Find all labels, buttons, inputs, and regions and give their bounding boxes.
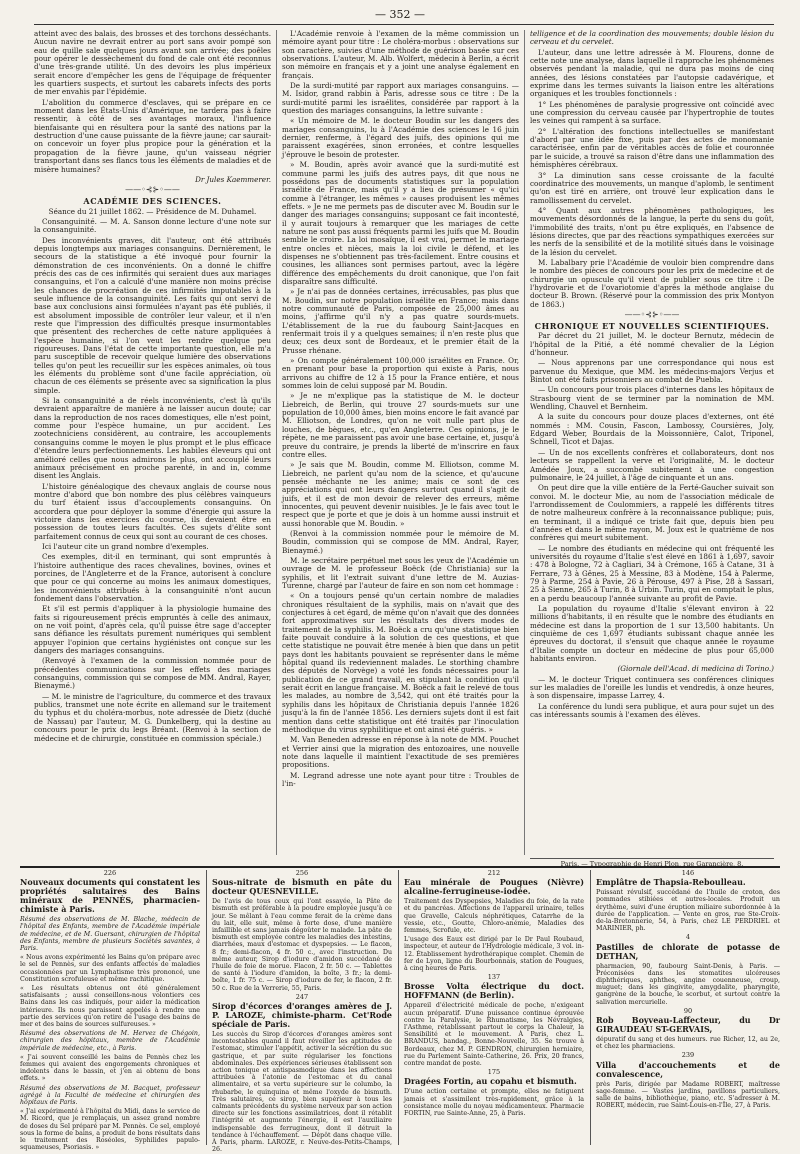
ad-text: Puissant révulsif, succédané de l'huile de croton, des pommades stibiées et autres-locales. Produit un érythème, suivi d'une éruption miliaire subordonnée à la durée de l'application. — Vente en gros, rue Ste-Croix-de-la-Bretonnerie, 54, à Paris, chez LE PERDRIEL et MARINIER, ph. (596, 889, 780, 933)
ad-text: Les succès du Sirop d'écorces d'oranges amères sont incontestables quand il faut réveiller les aptitudes de l'estomac, stimuler l'appétit, activer la sécrétion du suc gastrique, et par suite régulariser les fonctions abdominales. Des expériences sérieuses établissent son action tonique et antispasmodique dans les affections attribuées à l'atonie de l'estomac et du canal alimentaire, et sa vertu supérieure sur le columbo, la rhubarbe, le quinquina et même l'oxyde de bismuth. Très salutaires, ce sirop, bien supérieur à tous les calmants précédents du système nerveux par son action directe sur les fonctions assimilatrices, dont il rétablit l'intégrité et augmente l'énergie, il est l'auxiliaire indispensable des ferrugineux, dont il détruit la tendance à l'échauffement. — Dépôt dans chaque ville. À Paris, pharm. LAROZE, r. Neuve-des-Petits-Champs, 26. (212, 1031, 392, 1154)
ad-text: dépuratif du sang et des humeurs. rue Richer, 12, au 2e, et chez les pharmaciens. (596, 1036, 780, 1051)
ad-title: Eau minérale de Pougues (Nièvre) alcaline-ferrugineuse-iodée. (404, 877, 584, 897)
advertisements (20, 869, 780, 1154)
ornament-divider: ——◦⊰⊱◦—— (624, 310, 680, 319)
session-line: Séance du 21 juillet 1862. — Présidence de M. Duhamel. (48, 206, 257, 216)
paragraph: » Je n'ai pas de données certaines, irrécusables, pas plus que M. Boudin, sur notre population israélite en France; mais dans notre communauté de Paris, composée de 25,000 âmes au moins, j'affirme qu'il n'y a pas quatre sourds-muets. L'établissement de la rue du faubourg Saint-Jacques en renfermait trois il y a quelques semaines; il n'en reste plus que deux; ces deux sont de Bordeaux, et le premier était de la Prusse rhénane. (282, 287, 519, 355)
paragraph: — M. le docteur Triquet continuera ses conférences cliniques sur les maladies de l'oreille les lundis et vendredis, à onze heures, à son dispensaire, impasse Larrey, 4. (530, 674, 774, 701)
paragraph: L'histoire généalogique des chevaux anglais de course nous montre d'abord que bon nombre des plus célèbres vainqueurs du turf étaient issus d'accouplements consanguins. On accordera que pour déployer la somme d'énergie qui assure la victoire dans les exercices du course, ils devaient être en possession de toutes leurs facultés. Ces sujets d'élite sont parfaitement connus de ceux qui sont au courant de ces choses. (34, 481, 271, 541)
paragraph: Consanguinité. — M. A. Sanson donne lecture d'une note sur la consanguinité. (34, 216, 271, 235)
paragraph: 4° Quant aux autres phénomènes pathologiques, les mouvements désordonnés de la langue, la perte du sens du goût, l'immobilité des traits, n'ont pu être expliqués, en l'absence de lésions directes, que par des réactions sympathiques exercées sur les nerfs de la sensibilité et de la motilité situés dans le voisinage de la lésion du cervelet. (530, 205, 774, 257)
ad-number: 239 (681, 1051, 695, 1060)
ad-title: Pastilles de chlorate de potasse de DETHAN, (596, 941, 780, 961)
header-rule (34, 24, 774, 25)
paragraph: atteint avec des balais, des brosses et des torchons desséchants. Aucun navire ne devrait entrer au port sans avoir pompé son eau de quille sale quelques jours avant son arrivée; des poêles pour opérer le dessèchement du fond de cale ont été reconnus d'une très-grande utilité. Un des devoirs les plus impérieux serait encore d'empêcher les gens de l'équipage de fréquenter les quartiers suspects, et surtout les cabarets infects des ports de mer envahis par l'épidémie. (34, 29, 271, 97)
column-divider (590, 870, 591, 1145)
section-heading: ACADÉMIE DES SCIENCES. (83, 196, 222, 207)
column-divider (206, 870, 207, 1145)
paragraph: On peut dire que la ville entière de la Ferté-Gaucher suivait son convoi. M. le docteur Mie, au nom de l'association médicale de l'arrondissement de Coulommiers, a rappelé les différents titres de notre malheureux confrère à la reconnaissance publique; puis, en terminant, il a indiqué ce triste fait que, depuis bien peu d'années et dans le même rayon, M. Joux est le quatrième de nos confrères qui meurt subitement. (530, 483, 774, 543)
paragraph: — Le nombre des étudiants en médecine qui ont fréquenté les universités du royaume d'Italie s'est élevé en 1861 à 1,697, savoir : 478 à Bologne, 72 à Cagliari, 34 à Crémone, 165 à Catane, 31 à Ferrare, 73 à Gênes, 25 à Messine, 83 à Modène, 154 à Palerme, 79 à Parme, 254 à Pavie, 26 à Pérouse, 497 à Pise, 28 à Sassari, 25 à Sienne, 265 à Turin, 8 à Urbin. Turin, qui en comptait le plus, en a perdu beaucoup l'année suivante au profit de Pavie. (530, 543, 774, 603)
advertisement (212, 869, 392, 1154)
paragraph: » On compte généralement 100,000 israélites en France. Or, en prenant pour base la proportion qui existe à Paris, nous arrivons au chiffre de 12 à 15 pour la France entière, et nous sommes loin de celui supposé par M. Boudin. (282, 356, 519, 391)
ad-text: « J'ai souvent conseillé les bains de Pennès chez les femmes qui avaient des engorgements chroniques et indolents dans le bassin, et j'en ai obtenu de bons effets. » (20, 1053, 200, 1083)
ad-title: Sirop d'écorces d'oranges amères de J. P. LAROZE, chimiste-pharm. Cet'Rode spéciale de Paris. (212, 1001, 392, 1030)
column-divider (276, 30, 277, 855)
ad-text: près Paris, dirigée par Madame ROBERT, maîtresse sage-femme. — Vastes jardins, pavillons particuliers, salle de bains, bibliothèque, piano, etc. S'adresser à M. ROBERT, médecin, rue Saint-Louis-en-l'Île, 27, à Paris. (596, 1080, 780, 1110)
paragraph: M. Labalbary prie l'Académie de vouloir bien comprendre dans le nombre des pièces de concours pour les prix de médecine et de chirurgie un opuscule qu'il vient de publier sous ce titre : De l'hydrovarie et de l'ovariotomie d'après la méthode anglaise du docteur B. Brown. (Réservé pour la commission des prix Montyon de 1863.) (530, 257, 774, 309)
paragraph: M. Legrand adresse une note ayant pour titre : Troubles de l'in- (282, 770, 519, 788)
ad-text: « Nous avons expérimenté les Bains qu'on prépare avec le sel de Pennès, sur des enfants affectés de maladies occasionnées par un Lymphatisme très prononcé, une Constitution scrofuleuse et même rachitique. (20, 954, 200, 983)
paragraph: Ces exemples, dit-il en terminant, qui sont empruntés à l'histoire authentique des races chevalines, bovines, ovines et porcines, de l'Angleterre et de la France, autorisent à conclure que pour ce qui concerne au moins les animaux domestiques, les inconvénients attribués à la consanguinité n'ont aucun fondement dans l'observation. (34, 552, 271, 603)
ad-number: 146 (681, 869, 695, 877)
paragraph: L'abolition du commerce d'esclaves, qui se prépare en ce moment dans les États-Unis d'Amérique, ne tardera pas à faire ressentir, à côté de ses avantages moraux, l'influence bienfaisante qui en résultera pour la santé des nations par la destruction d'une cause puissante de la fièvre jaune; car saurait-on concevoir un foyer plus propice pour la génération et la propagation de la fièvre jaune, qu'un vaisseau négrier transportant dans ses flancs tous les éléments de maladies et de misère humaines? (34, 97, 271, 174)
paragraph: Par décret du 21 juillet, M. le docteur Bernutz, médecin de l'hôpital de la Pitié, a été nommé chevalier de la Légion d'honneur. (530, 331, 774, 358)
ad-text: L'usage des Eaux est dirigé par le Dr Paul Roubaud, inspecteur, et auteur de l'Hydrologie médicale, 3 vol. in-12. Établissement hydrothérapique complet. Chemin de fer de Lyon, ligne du Bourbonnais, station de Pougues, à cinq heures de Paris. (404, 936, 584, 973)
ad-title: Sous-nitrate de bismuth en pâte du docteur QUESNEVILLE. (212, 877, 392, 897)
ad-title: Emplâtre de Thapsia-Reboulleau. (596, 877, 746, 888)
ad-text: Résumé des observations de M. Blache, médecin de l'hôpital des Enfants, membre de l'Académie impériale de médecine, et de M. Guersant, chirurgien de l'hôpital des Enfants, membre de plusieurs Sociétés savantes, à Paris. (20, 916, 200, 953)
column-divider (398, 870, 399, 1145)
ad-number: 226 (103, 869, 117, 877)
ad-text: Traitement des Dyspepsies, Maladies du foie, de la rate et du pancréas. Affections de l'appareil urinaire, telles que Gravelle, Calculs néphrétiques, Catarrhe de la vessie, etc., Goutte, Chloro-anémie, Maladies des femmes, Scrofule, etc. (404, 898, 584, 935)
section-heading: CHRONIQUE ET NOUVELLES SCIENTIFIQUES. (534, 321, 770, 331)
signature: Dr Jules Kaemmerer. (195, 174, 271, 184)
ad-text: De l'avis de tous ceux qui l'ont essayée, la Pâte de bismuth est préférable à la poudre employée jusqu'à ce jour. Se mêlant à l'eau comme ferait de la crème dans du lait, elle suit, même à forte dose, d'une manière infaillible et sans jamais dégoûter le malade. La pâte de bismuth est employée contre les maladies des intestins, diarrhées, maux d'estomac et dyspepsies. — Le flacon, 8 fr.; demi-flacon, 4 fr. 50 c., avec l'instruction. Du même auteur, Sirop d'iodure d'amidon succédané de l'huile de foie de morue. Flacon, 2 fr. 50 c. — Tablettes de santé à l'iodure d'amidon, la boîte, 3 fr.; la demi-boîte, 1 fr. 75 c. — Sirop d'iodure de fer, le flacon, 2 fr. 50 c. Rue de la Verrerie, 55, Paris. (212, 898, 392, 992)
ad-number: 256 (295, 869, 309, 877)
paragraph: Et s'il est permis d'appliquer à la physiologie humaine des faits si rigoureusement précis empruntés à celle des animaux, on ne voit point, d'après cela, qu'il puisse être sage d'accepter sans défiance les résultats purement numériques qui semblent appuyer l'opinion que certains hygiénistes ont conçue sur les dangers des mariages consanguins. (34, 604, 271, 656)
paragraph: (Renvoi à la commission nommée pour le mémoire de M. Boudin, commission qui se compose de MM. Andral, Rayer, Bienaymé.) (282, 528, 519, 555)
paragraph: De la surdi-mutité par rapport aux mariages consanguins. — M. Isidor, grand rabbin à Paris, adresse sous ce titre : De la surdi-mutité parmi les israélites, considérée par rapport à la question des mariages consanguins, la lettre suivante : (282, 81, 519, 116)
paragraph: La conférence du lundi sera publique, et aura pour sujet un des cas intéressants soumis à l'examen des élèves. (530, 701, 774, 720)
advertisement (596, 870, 780, 1145)
paragraph: — Un de nos excellents confrères et collaborateurs, dont nos lecteurs se rappellent la verve et l'originalité, M. le docteur Amédée Joux, a succombé subitement à une congestion pulmonaire, le 24 juillet, à l'âge de cinquante et un ans. (530, 447, 774, 482)
paragraph: A la suite du concours pour douze places d'externes, ont été nommés : MM. Cousin, Fascon, Lambossy, Coursières, Joly, Edgard Weber, Bourdais de la Moissonnière, Calot, Triponel, Schnell, Ticot et Dajas. (530, 412, 774, 447)
advertisement (20, 869, 200, 1152)
paragraph: L'Académie renvoie à l'examen de la même commission un mémoire ayant pour titre : Le choléra-morbus : observations sur son caractère, suivies d'une méthode de guérison basée sur ces observations. L'auteur, M. Alb. Wolfert, médecin à Berlin, a écrit son mémoire en français et y a joint une analyse également en français. (282, 29, 519, 80)
article-column-2 (282, 30, 519, 855)
paragraph: » Je ne m'explique pas la statistique de M. le docteur Liebreich, de Berlin, qui trouve 27 sourds-muets sur une population de 10,000 âmes, bien moins encore le fait avancé par M. Elliotson, de Londres, qu'on ne voit nulle part plus de louches, de bègues, etc., qu'en Angleterre. Ces opinions, je le répète, ne me paraissent pas avoir une base certaine, et, jusqu'à preuve du contraire, je prends la liberté de m'inscrire en faux contre elles. (282, 391, 519, 459)
article-column-3 (530, 30, 774, 855)
ad-text: Résumé des observations de M. Hervez de Chégoin, chirurgien des hôpitaux, membre de l'Académie impériale de médecine, etc., à Paris. (20, 1030, 200, 1052)
article-column-1 (34, 30, 271, 855)
paragraph: » Je sais que M. Boudin, comme M. Elliotson, comme M. Liebreich, ne parlent qu'au nom de la science, et qu'aucune pensée méchante ne les anime; mais ce sont de ces appréciations qui ont leurs dangers surtout quand il s'agit de juifs, et il est de mon devoir de relever des erreurs, même innocentes, qui peuvent devenir nuisibles. Je le fais avec tout le respect que je porte et que je dois à un homme aussi instruit et aussi honorable que M. Boudin. » (282, 460, 519, 528)
ad-number: 137 (487, 973, 501, 982)
paragraph: 2° L'altération des fonctions intellectuelles se manifestant d'abord par une idée fixe, puis par des actes de monomanie caractérisée, enfin par de véritables accès de folie et couronnée par le suicide, a trouvé sa raison d'être dans une inflammation des hémisphères cérébraux. (530, 126, 774, 170)
ad-text: « J'ai expérimenté à l'hôpital du Midi, dans le service de M. Ricord, que je remplaçais, un assez grand nombre de doses du Sel préparé par M. Pennès. Ce sel, employé sous la forme de bains, a produit de bons résultats dans le traitement des Roséoles, Syphilides papulo-squameuses, Psoriasis. » (20, 1108, 200, 1152)
ad-number: 175 (487, 1068, 501, 1077)
ad-title: Rob Boyveau-Laffecteur, du Dr GIRAUDEAU ST-GERVAIS, (596, 1015, 780, 1035)
paragraph: L'auteur, dans une lettre adressée à M. Flourens, donne de cette note une analyse, dans laquelle il rapproche les phénomènes observés pendant la maladie, qui ne dura pas moins de cinq années, des lésions constatées par l'autopsie cadavérique, et exprime dans les termes suivants la liaison entre les altérations organiques et les troubles fonctionnels : (530, 47, 774, 99)
ornament-divider: ——◦⊰⊱◦—— (125, 185, 180, 195)
paragraph: (Renvoyé à l'examen de la commission nommée pour de précédentes communications sur les effets des mariages consanguins, commission qui se compose de MM. Andral, Rayer, Bienaymé.) (34, 656, 271, 691)
ad-title: Dragées Fortin, au copahu et bismuth. (404, 1076, 577, 1087)
paragraph: » M. Boudin, après avoir avancé que la surdi-mutité est commune parmi les juifs des autres pays, dit que nous ne possédons pas de documents statistiques sur la population israélite de France, mais qu'il y a lieu de présumer « qu'ici comme à l'étranger, les mêmes » causes produisent les mêmes effets. » Je ne me permets pas de discuter avec M. Boudin sur le danger des mariages consanguins; supposant ce fait incontesté, il y aurait toujours à remarquer que les mariages de cette nature ne sont pas aussi fréquents parmi les juifs que M. Boudin semble le croire. La loi mosaïque, il est vrai, permet le mariage entre oncles et nièces, mais la loi civile le défend, et les dispenses ne s'obtiennent pas très-facilement. Entre cousins et cousines, les alliances sont permises partout, avec la légère différence des empêchements du droit canonique, que l'on fait disparaître sans difficulté. (282, 160, 519, 286)
column-divider (524, 30, 525, 855)
ad-text: D'une action certaine et prompte, elles ne fatiguent jamais et s'assimilent très-rapidement, grâce à la consistance molle du noyau médicamenteux. Pharmacie FORTIN, rue Sainte-Anne, 25, à Paris. (404, 1088, 584, 1118)
paragraph: « Un mémoire de M. le docteur Boudin sur les dangers des mariages consanguins, lu à l'Académie des sciences le 16 juin dernier, renferme, à l'égard des juifs, des opinions qui me paraissent exagérées, sinon erronées, et contre lesquelles j'éprouve le besoin de protester. (282, 116, 519, 159)
paragraph: M. le secrétaire perpétuel met sous les yeux de l'Académie un ouvrage de M. le professeur Boëck (de Christiania) sur la syphilis, et lit l'extrait suivant d'une lettre de M. Auzias-Turenne, chargé par l'auteur de faire en son nom cet hommage : (282, 555, 519, 590)
paragraph: telligence et de la coordination des mouvements; double lésion du cerveau et du cervelet. (530, 29, 774, 47)
ad-title: Nouveaux documents qui constatent les propriétés salutaires des Bains minéraux de PENNÈS, pharmacien-chimiste à Paris. (20, 877, 200, 915)
citation: (Giornale dell'Acad. di medicina di Torino.) (617, 664, 774, 674)
paragraph: — Un concours pour trois places d'internes dans les hôpitaux de Strasbourg vient de se terminer par la nomination de MM. Wendling, Chauvel et Bernheim. (530, 385, 774, 412)
ad-number: 247 (295, 992, 309, 1001)
paragraph: 3° La diminution sans cesse croissante de la faculté coordinatrice des mouvements, un manque d'aplomb, le sentiment qu'on est tiré en arrière, ont trouvé leur explication dans le ramollissement du cervelet. (530, 170, 774, 205)
paragraph: Ici l'auteur cite un grand nombre d'exemples. (42, 541, 209, 551)
paragraph: Si la consanguinité a de réels inconvénients, c'est là qu'ils devraient apparaître de manière à ne laisser aucun doute; car dans la reproduction de nos races domestiques, elle n'est point, comme pour l'espèce humaine, un pur accident. Les zootechniciens considèrent, au contraire, les accouplements consanguins comme le moyen le plus prompt et le plus efficace d'étendre leurs perfectionnements. Les habiles éleveurs qui ont amélioré celles que nous admirons le plus, ont accouplé leurs animaux précisément en proche parenté, in and in, comme disent les Anglais. (34, 396, 271, 481)
paragraph: M. Van Beneden adresse en réponse à la note de MM. Pouchet et Verrier ainsi que la migration des entozoaires, une nouvelle note dans laquelle il maintient l'exactitude de ses premières propositions. (282, 735, 519, 770)
paragraph: Des inconvénients graves, dit l'auteur, ont été attribués depuis longtemps aux mariages consanguins. Dernièrement, le secours de la statistique a été invoqué pour fournir la démonstration de ces inconvénients. On a donné le chiffre précis des cas de ces infirmités qui seraient dues aux mariages consanguins, et l'on a calculé d'une manière non moins précise les chances de procréation de ces infirmités imputables à la seule influence de la consanguinité. Les faits qui ont servi de base aux conclusions ainsi formulées n'ayant pas été publiés, il est absolument impossible de contrôler leur valeur, et il n'en reste que l'impression des difficultés presque insurmontables que présentent des recherches de cette nature appliquées à l'espèce humaine, si l'on veut les rendre quelque peu rigoureuses. Dans l'état de cette importante question, elle m'a paru susceptible de recevoir quelque lumière des observations telles qu'on peut les recueillir sur les espèces animales, où tous les éléments du problème sont d'une facile appréciation, où chacun de ces éléments se présente avec sa signification la plus simple. (34, 235, 271, 395)
paragraph: « On a toujours pensé qu'un certain nombre de maladies chroniques résultaient de la syphilis, mais on n'avait que des conjectures à cet égard, de même qu'on n'avait que des données fort approximatives sur les résultats des divers modes de traitement de la syphilis. M. Boëck a cru qu'une statistique bien faite pouvait conduire à la solution de ces questions, et que cette statistique ne pouvait être menée à bien que dans un petit pays dont les habitants pouvaient se représenter dans le même hôpital quand ils redeviennent malades. Le storthing chambre des députés de Norvège) a voté les fonds nécessaires pour la publication de ce grand travail, en stipulant la condition qu'il serait écrit en langue française. M. Boëck a fait le relevé de tous les malades, au nombre de 3,542, qui ont été traités pour la syphilis dans les hôpitaux de Christiania depuis l'année 1826 jusqu'à la fin de l'année 1856. Les derniers sujets dont il est fait mention dans cette statistique ont été traités par l'inoculation méthodique du virus syphilitique et ont ainsi été guéris. » (282, 591, 519, 734)
printer-imprint: Paris. — Typographie de Henri Plon, rue Garancière, 8. (530, 858, 774, 868)
ad-number: 4 (685, 933, 691, 942)
ad-title: Villa d'accouchements et de convalescence, (596, 1059, 780, 1079)
ad-number: 90 (683, 1006, 693, 1015)
ad-text: « Les résultats obtenus ont été généralement satisfaisants ; aussi conseillons-nous volontiers ces Bains dans les cas indiqués, pour aider la médication intérieure. Ils nous paraissent appelés à rendre une partie des services qu'on retire de l'usage des bains de mer et des bains de sources sulfureuses. » (20, 985, 200, 1029)
ad-text: pharmacien, 90, faubourg Saint-Denis, à Paris. — Préconisées dans les stomatites ulcéreuses diphthériques, aphthes, angine couenneuse, croup, muguet; dans les gingivite, amygdalite, pharyngite, gangrène de la bouche, le scorbut, et surtout contre la salivation mercurielle. (596, 962, 780, 1006)
ad-text: Résumé des observations de M. Bacquet, professeur agrégé à la Faculté de médecine et chirurgien des hôpitaux de Paris. (20, 1084, 200, 1107)
paragraph: 1° Les phénomènes de paralysie progressive ont coïncidé avec une compression du cerveau causée par l'hypertrophie de toutes les veines qui rampent à sa surface. (530, 99, 774, 126)
page-number: — 352 — (375, 8, 425, 21)
advertisement-rule (20, 866, 780, 868)
ad-title: Brosse Volta électrique du doct. HOFFMANN (de Berlin). (404, 981, 584, 1001)
paragraph: La population du royaume d'Italie s'élevant environ à 22 millions d'habitants, il en résulte que le nombre des étudiants en médecine est dans la proportion de 1 sur 13,500 habitants. Un cinquième de ces 1,697 étudiants subissant chaque année les épreuves du doctorat, il s'ensuit que chaque année le royaume d'Italie compte un docteur en médecine de plus pour 65,000 habitants environ. (530, 604, 774, 664)
ad-text: Appareil d'électricité médicale de poche, n'exigeant aucun préparatif. D'une puissance continue éprouvée contre la Paralysie, le Rhumatisme, les Névralgies, l'Asthme, rétablissant partout le corps la Chaleur, la Sensibilité et le mouvement. À Paris, chez L. BRANDUS, bandag., Bonne-Nouvelle, 35. Se trouve à Bordeaux, chez M. P. GENDRON, chirurgien herniaire, rue du Parlement Sainte-Catherine, 26. Prix, 20 francs, contre mandat de poste. (404, 1002, 584, 1068)
paragraph: — Nous apprenons par une correspondance qui nous est parvenue du Mexique, que MM. les médecins-majors Verjus et Bintot ont été faits prisonniers au combat de Puebla. (530, 358, 774, 385)
ad-number: 212 (487, 869, 501, 877)
paragraph: — M. le ministre de l'agriculture, du commerce et des travaux publics, transmet une note écrite en allemand sur le traitement du typhus et du choléra-morbus, note adressée de Dietz (duché de Nassau) par l'auteur, M. G. Dunkelberg, qui la destine au concours pour le prix du legs Bréant. (Renvoi à la section de médecine et de chirurgie, constituée en commission spéciale.) (34, 691, 271, 743)
advertisement (404, 870, 584, 1145)
